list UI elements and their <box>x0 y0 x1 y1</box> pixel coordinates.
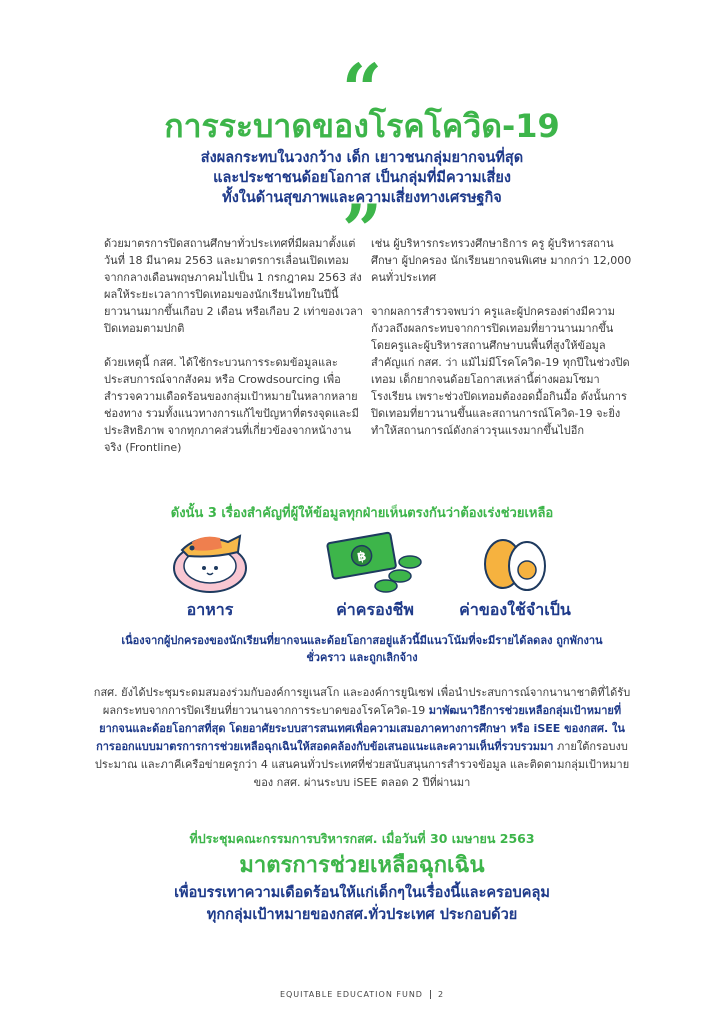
page-number: 2 <box>437 990 445 999</box>
body-text: กสศ. ยังได้ประชุมระดมสมองร่วมกับองค์การยูเนสโก และองค์การยูนิเซฟ เพื่อนำประสบการณ์จากนานาชาติที่ได้รับผลกระทบจากการปิดเรียนที่ยาวนานจากการระบาดของโรคโควิด-19 <box>93 686 631 717</box>
needs-heading: ดังนั้น 3 เรื่องสำคัญที่ผู้ให้ข้อมูลทุกฝ่ายเห็นตรงกันว่าต้องเร่งช่วยเหลือ <box>170 506 554 521</box>
subtitle-line: และประชาชนด้อยโอกาส เป็นกลุ่มที่มีความเสี่ยง <box>213 170 511 186</box>
need-essentials <box>440 528 590 623</box>
measure-title: มาตรการช่วยเหลือฉุกเฉิน <box>239 853 485 878</box>
meeting-line: ที่ประชุมคณะกรรมการบริหารกสศ. เมื่อวันที่ 30 เมษายน 2563 <box>189 831 535 846</box>
paragraph: จากผลการสำรวจพบว่า ครูและผู้ปกครองต่างมีความกังวลถึงผลกระทบจากการปิดเทอมที่ยาวนานมากขึ้น โดยครูและผู้บริหารสถานศึกษาบนพื้นที่สูงให้ข้อมูลสำคัญแก่ กสศ. ว่า แม้ไม่มีโรคโควิด-19 ทุกปีในช่วงปิดเทอม เด็กยากจนด้อยโอกาสเหล่านี้ต่างผอมโซมาโรงเรียน เพราะช่วงปิดเทอมต้องอดมื้อกินมื้อ ดังนั้นการปิดเทอมที่ยาวนานขึ้นและสถานการณ์โควิด-19 จะยิ่งทำให้สถานการณ์ดังกล่าวรุนแรงมากขึ้นไปอีก <box>371 305 630 437</box>
subtitle-line: ส่งผลกระทบในวงกว้าง เด็ก เยาวชนกลุ่มยากจนที่สุด <box>200 150 524 166</box>
income-note: เนื่องจากผู้ปกครองของนักเรียนที่ยากจนและด้อยโอกาสอยู่แล้วนี้มีแนวโน้มที่จะมีรายได้ลดลง ถูกพักงานชั่วคราว และถูกเลิกจ้าง <box>121 634 603 664</box>
rice-fish-icon <box>170 528 250 594</box>
paragraph: ด้วยเหตุนี้ กสศ. ได้ใช้กระบวนการระดมข้อมูลและประสบการณ์จากสังคม หรือ Crowdsourcing เพื่อสำรวจความเดือดร้อนของกลุ่มเป้าหมายในหลากหลายช่องทาง รวมทั้งแนวทางการแก้ไขปัญหาที่ตรงจุดและมีประสิทธิภาพ จากทุกภาคส่วนที่เกี่ยวข้องจากหน้างานจริง (Frontline) <box>104 356 359 454</box>
need-label: อาหาร <box>186 600 234 619</box>
measure-subtitle <box>0 882 724 926</box>
paragraph: เช่น ผู้บริหารกระทรวงศึกษาธิการ ครู ผู้บริหารสถานศึกษา ผู้ปกครอง นักเรียนยากจนพิเศษ มากกว่า 12,000 คนทั่วประเทศ <box>371 237 632 284</box>
measure-subtitle-line: เพื่อบรรเทาความเดือดร้อนให้แก่เด็กๆในเรื่องนี้และครอบคลุม <box>174 885 550 901</box>
need-label: ค่าของใช้จำเป็น <box>459 600 571 619</box>
open-quote-mark: “ <box>341 48 383 131</box>
svg-text:฿: ฿ <box>356 548 368 566</box>
close-quote-mark: ” <box>341 189 383 272</box>
money-icon <box>320 528 430 594</box>
body-highlight: มาพัฒนาวิธีการช่วยเหลือกลุ่มเป้าหมายที่ยากจนและด้อยโอกาสที่สุด โดยอาศัยระบบสารสนเทศเพื่อความเสมอภาคทางการศึกษา หรือ iSEE ของกสศ. ในการออกแบบมาตรการการช่วยเหลือฉุกเฉินให้สอดคล้องกับข้อเสนอแนะและความเห็นที่รวบรวมมา <box>96 704 625 753</box>
footer-divider <box>430 990 431 999</box>
page-footer <box>0 990 724 999</box>
egg-icon <box>475 528 555 594</box>
subtitle-line: ทั้งในด้านสุขภาพและความเสี่ยงทางเศรษฐกิจ <box>222 190 502 206</box>
footer-org: EQUITABLE EDUCATION FUND <box>279 990 423 999</box>
need-food <box>135 528 285 623</box>
need-label: ค่าครองชีพ <box>336 600 414 619</box>
measure-subtitle-line: ทุกกลุ่มเป้าหมายของกสศ.ทั่วประเทศ ประกอบด้วย <box>206 907 518 923</box>
need-living-cost <box>300 528 450 623</box>
body-text: ภายใต้กรอบงบประมาณ และภาคีเครือข่ายครูกว่า 4 แสนคนทั่วประเทศที่ช่วยสนับสนุนการสำรวจข้อมูล และติดตามกลุ่มเป้าหมายของ กสศ. ผ่านระบบ iSEE ตลอด 2 ปีที่ผ่านมา <box>94 740 630 789</box>
right-column <box>371 235 633 456</box>
paragraph: ด้วยมาตรการปิดสถานศึกษาทั่วประเทศที่มีผลมาตั้งแต่วันที่ 18 มีนาคม 2563 และมาตรการเลื่อนเปิดเทอมจากกลางเดือนพฤษภาคมไปเป็น 1 กรกฎาคม 2563 ส่งผลให้ระยะเวลาการปิดเทอมของนักเรียนไทยในปีนี้ยาวนานมากขึ้นเกือบ 2 เดือน หรือเกือบ 2 เท่าของเวลาปิดเทอมตามปกติ <box>104 237 363 335</box>
body-paragraph <box>90 684 634 792</box>
page-title: การระบาดของโรคโควิด-19 <box>164 107 560 145</box>
left-column <box>104 235 366 473</box>
